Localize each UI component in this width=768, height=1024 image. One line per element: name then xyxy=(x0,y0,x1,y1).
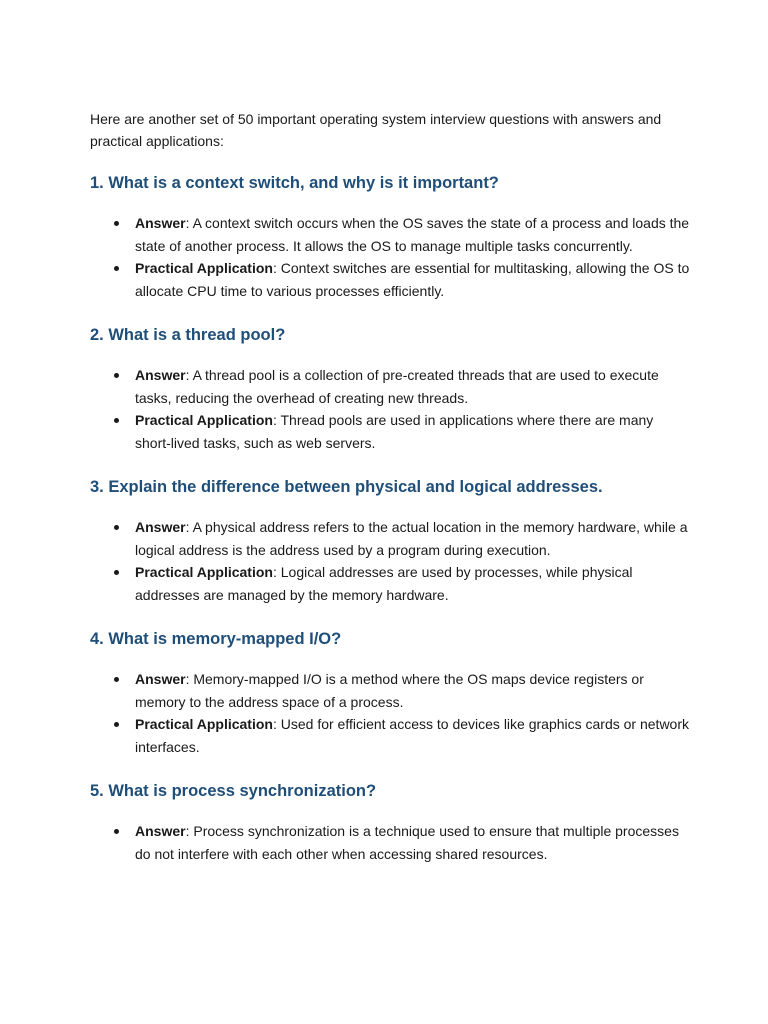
practical-application-item xyxy=(90,409,690,454)
question-4-list xyxy=(90,668,690,758)
answer-item xyxy=(90,516,690,561)
document-page xyxy=(90,108,690,886)
practical-application-item xyxy=(90,257,690,302)
question-3-list xyxy=(90,516,690,606)
answer-item xyxy=(90,668,690,713)
answer-text: : A context switch occurs when the OS saves the state of a process and loads the state of another process. It allows the OS to manage multiple tasks concurrently. xyxy=(135,215,690,254)
bullet-icon xyxy=(114,266,119,271)
bullet-icon xyxy=(114,829,119,834)
answer-term: Answer xyxy=(135,671,186,687)
practical-application-item xyxy=(90,713,690,758)
practical-application-term: Practical Application xyxy=(135,412,273,428)
question-1-list xyxy=(90,212,690,302)
bullet-icon xyxy=(114,525,119,530)
answer-text: : A thread pool is a collection of pre-created threads that are used to execute tasks, reducing the overhead of creating new threads. xyxy=(135,367,659,406)
bullet-icon xyxy=(114,373,119,378)
bullet-icon xyxy=(114,418,119,423)
bullet-icon xyxy=(114,722,119,727)
practical-application-term: Practical Application xyxy=(135,564,273,580)
answer-item xyxy=(90,212,690,257)
answer-text: : Process synchronization is a technique used to ensure that multiple processes do not interfere with each other when accessing shared resources. xyxy=(135,823,679,862)
intro-paragraph: Here are another set of 50 important operating system interview questions with answers and practical applications: xyxy=(90,111,662,149)
answer-term: Answer xyxy=(135,215,186,231)
answer-text: : Memory-mapped I/O is a method where the OS maps device registers or memory to the address space of a process. xyxy=(135,671,644,710)
question-5-list xyxy=(90,820,690,865)
practical-application-text: : Thread pools are used in applications where there are many short-lived tasks, such as web servers. xyxy=(135,412,654,451)
question-2-list xyxy=(90,364,690,454)
bullet-icon xyxy=(114,570,119,575)
practical-application-term: Practical Application xyxy=(135,260,273,276)
answer-text: : A physical address refers to the actual location in the memory hardware, while a logical address is the address used by a program during execution. xyxy=(135,519,688,558)
practical-application-text: : Context switches are essential for multitasking, allowing the OS to allocate CPU time to various processes efficiently. xyxy=(135,260,690,299)
question-2-heading: 2. What is a thread pool? xyxy=(90,326,286,344)
question-1-heading: 1. What is a context switch, and why is it important? xyxy=(90,174,499,192)
answer-term: Answer xyxy=(135,367,186,383)
bullet-icon xyxy=(114,677,119,682)
bullet-icon xyxy=(114,221,119,226)
question-5-heading: 5. What is process synchronization? xyxy=(90,782,377,800)
question-3-heading: 3. Explain the difference between physical and logical addresses. xyxy=(90,478,603,496)
answer-item xyxy=(90,364,690,409)
answer-term: Answer xyxy=(135,519,186,535)
question-4-heading: 4. What is memory-mapped I/O? xyxy=(90,630,342,648)
practical-application-text: : Logical addresses are used by processes, while physical addresses are managed by the memory hardware. xyxy=(135,564,633,603)
answer-term: Answer xyxy=(135,823,186,839)
answer-item xyxy=(90,820,690,865)
practical-application-item xyxy=(90,561,690,606)
practical-application-text: : Used for efficient access to devices like graphics cards or network interfaces. xyxy=(135,716,690,755)
practical-application-term: Practical Application xyxy=(135,716,273,732)
